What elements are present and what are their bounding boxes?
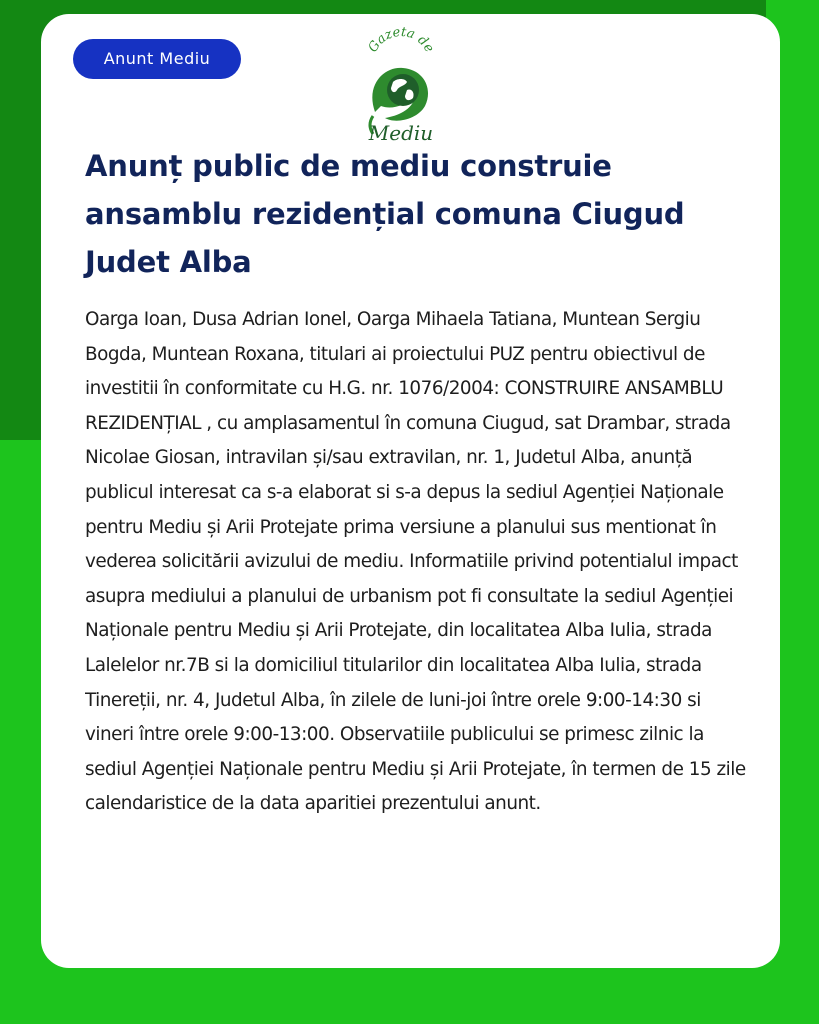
logo-top-text: Gazeta de: [365, 24, 437, 56]
logo-bottom-text: Mediu: [368, 121, 434, 144]
gazeta-de-mediu-logo[interactable]: [355, 24, 445, 144]
category-badge[interactable]: Anunt Mediu: [73, 39, 241, 79]
article-title: Anunț public de mediu construie ansamblu rezidențial comuna Ciugud Judet Alba: [85, 149, 685, 279]
article-body: Oarga Ioan, Dusa Adrian Ionel, Oarga Mihaela Tatiana, Muntean Sergiu Bogda, Muntean Roxana, titulari ai proiectului PUZ pentru obiectivul de investitii în conformitate cu H.G. nr. 1076/2004: CONSTRUIRE ANSAMBLU REZIDENȚIAL , cu amplasamentul în comuna Ciugud, sat Drambar, strada Nicolae Giosan, intravilan și/sau extravilan, nr. 1, Judetul Alba, anunță publicul interesat ca s-a elaborat si s-a depus la sediul Agenției Naționale pentru Mediu și Arii Protejate prima versiune a planului sus mentionat în vederea solicitării avizului de mediu. Informatiile privind potentialul impact asupra mediului a planului de urbanism pot fi consultate la sediul Agenției Naționale pentru Mediu și Arii Protejate, din localitatea Alba Iulia, strada Lalelelor nr.7B si la domiciliul titularilor din localitatea Alba Iulia, strada Tinereții, nr. 4, Judetul Alba, în zilele de luni-joi între orele 9:00-14:30 si vineri între orele 9:00-13:00. Observatiile publicului se primesc zilnic la sediul Agenției Naționale pentru Mediu și Arii Protejate, în termen de 15 zile calendaristice de la data aparitiei prezentului anunt.: [85, 309, 746, 815]
announcement-card: [41, 14, 780, 968]
